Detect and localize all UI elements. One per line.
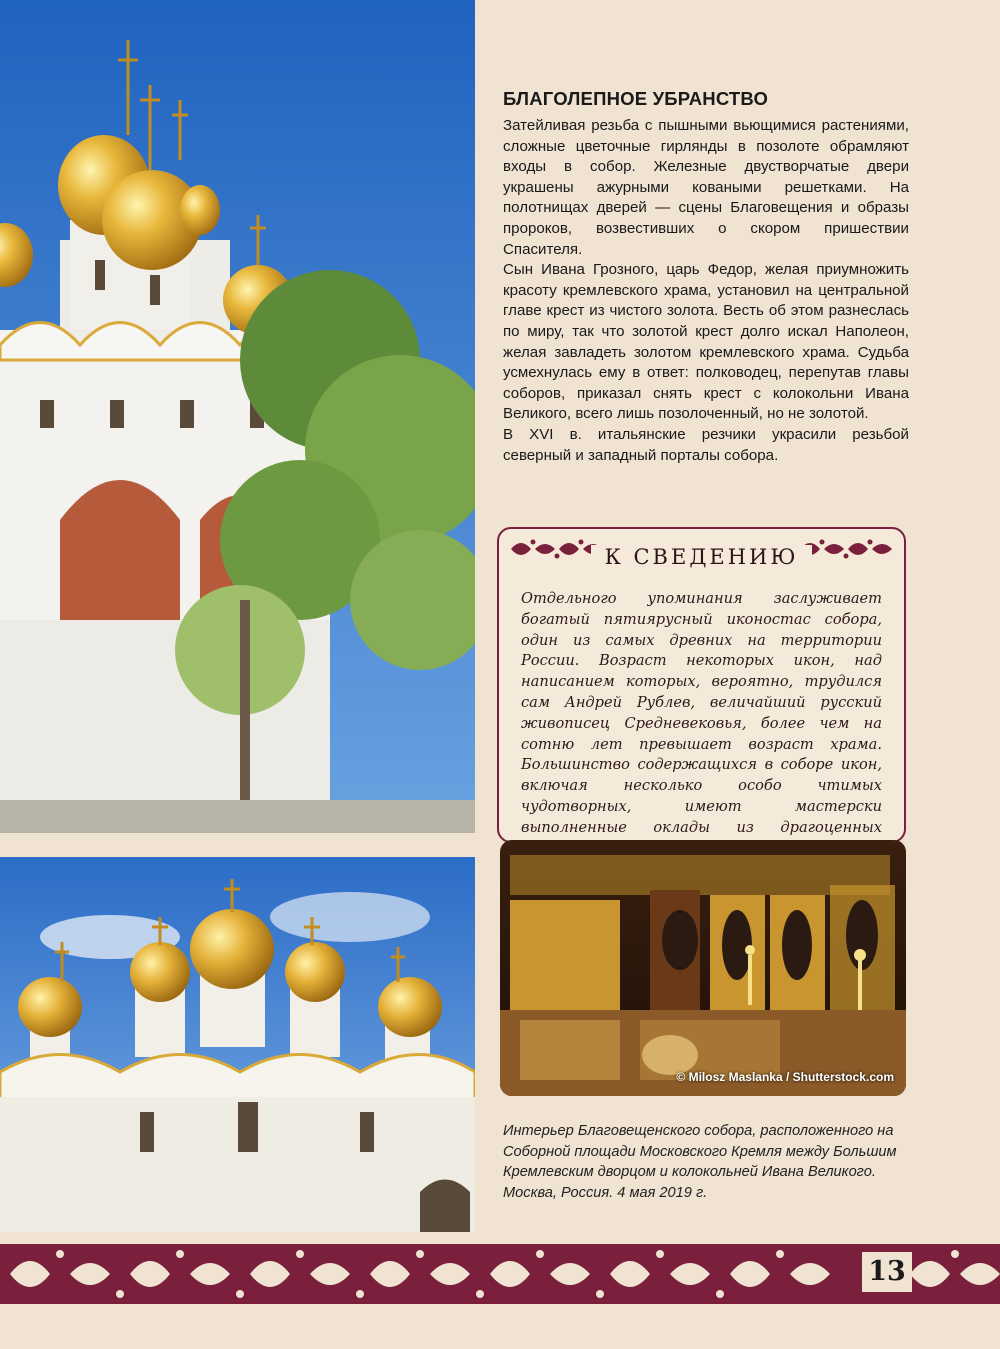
- cathedral-photo-bottom: [0, 857, 475, 1232]
- photo-caption: Интерьер Благовещенского собора, расположенного на Соборной площади Московского Кремля между Большим Кремлевским дворцом и колокольней Ивана Великого. Москва, Россия. 4 мая 2019 г.: [503, 1123, 897, 1201]
- interior-photo: [500, 840, 906, 1096]
- cathedral-photo-top: [0, 0, 475, 833]
- info-box-title: К СВЕДЕНИЮ: [591, 545, 813, 569]
- article-paragraph: Затейливая резьба с пышными вьющимися растениями, сложные цветочные гирлянды в позолоте обрамляют входы в собор. Железные двустворчатые двери украшены ажурными коваными решетками. На полотнищах дверей — сцены Благовещения и образы пророков, возвестивших о скором пришествии Спасителя.: [503, 117, 909, 258]
- photo-credit: © Milosz Maslanka / Shutterstock.com: [676, 1070, 894, 1084]
- page-number: 13: [862, 1252, 912, 1292]
- info-box-text: Отдельного упоминания заслуживает богатый пятиярусный иконостас собора, один из самых древних на территории России. Возраст некоторых икон, над написанием которых, вероятно, трудился сам Андрей Рублев, величайший русский живописец Средневековья, более чем на сотню лет превышает возраст храма. Большинство содержащихся в соборе икон, включая несколько особо чтимых чудотворных, имеют мастерски выполненные оклады из драгоценных: [521, 590, 882, 836]
- article-heading: БЛАГОЛЕПНОЕ УБРАНСТВО: [503, 88, 769, 109]
- article-section: [503, 88, 909, 466]
- article-paragraph: В XVI в. итальянские резчики украсили резьбой северный и западный порталы собора.: [503, 425, 909, 464]
- info-box: [497, 527, 906, 843]
- article-paragraph: Сын Ивана Грозного, царь Федор, желая приумножить красоту кремлевского храма, установил на центральной главе крест из чистого золота. Весть об этом разнеслась по миру, так что золотой крест долго искал Наполеон, желая завладеть золотом кремлевского храма. Судьба усмехнулась ему в ответ: полководец, перепутав главы соборов, приказал снять крест с колокольни Ивана Великого, всего лишь позолоченный, но не золотой.: [503, 261, 909, 423]
- floral-border-icon: [0, 1238, 1000, 1310]
